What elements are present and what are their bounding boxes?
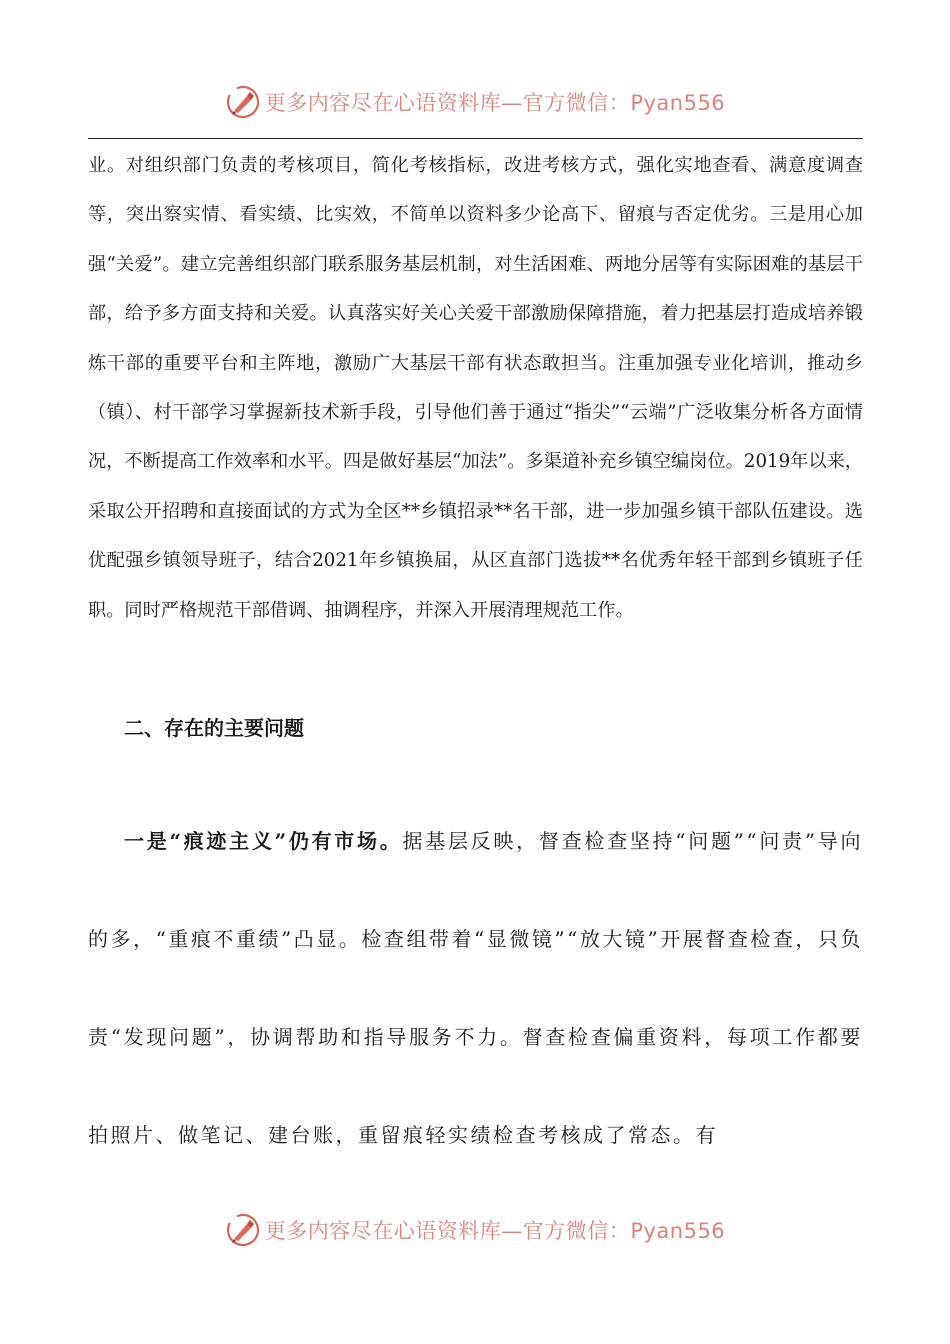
header-brand-text: 更多内容尽在心语资料库—官方微信：Pyan556 xyxy=(264,91,726,115)
paragraph-2-lead: 一是“痕迹主义”仍有市场。 xyxy=(124,829,403,853)
pen-logo-icon xyxy=(225,84,261,120)
header-wechat-id: Pyan556 xyxy=(630,91,726,115)
page-footer xyxy=(0,1210,950,1250)
body-paragraph-1: 业。对组织部门负责的考核项目，简化考核指标，改进考核方式，强化实地查看、满意度调查等，突出察实情、看实绩、比实效，不简单以资料多少论高下、留痕与否定优劣。三是用心加强“关爱”。建立完善组织部门联系服务基层机制，对生活困难、两地分居等有实际困难的基层干部，给予多方面支持和关爱。认真落实好关心关爱干部激励保障措施，着力把基层打造成培养锻炼干部的重要平台和主阵地，激励广大基层干部有状态敢担当。注重加强专业化培训，推动乡（镇）、村干部学习掌握新技术新手段，引导他们善于通过“指尖”“云端”广泛收集分析各方面情况，不断提高工作效率和水平。四是做好基层“加法”。多渠道补充乡镇空编岗位。2019年以来，采取公开招聘和直接面试的方式为全区**乡镇招录**名干部，进一步加强乡镇干部队伍建设。选优配强乡镇领导班子，结合2021年乡镇换届，从区直部门选拔**名优秀年轻干部到乡镇班子任职。同时严格规范干部借调、抽调程序，并深入开展清理规范工作。 xyxy=(88,155,863,621)
body-paragraph-2 xyxy=(88,792,863,1184)
section-heading: 二、存在的主要问题 xyxy=(124,716,304,740)
paragraph-2-body: 据基层反映，督查检查坚持“问题”“问责”导向的多，“重痕不重绩”凸显。检查组带着“显微镜”“放大镜”开展督查检查，只负责“发现问题”，协调帮助和指导服务不力。督查检查偏重资料，每项工作都要拍照片、做笔记、建台账，重留痕轻实绩检查考核成了常态。有 xyxy=(88,829,863,1147)
footer-brand-text: 更多内容尽在心语资料库—官方微信：Pyan556 xyxy=(264,1219,726,1243)
pen-logo-icon xyxy=(225,1212,261,1248)
page-header xyxy=(0,82,950,122)
header-divider xyxy=(88,138,863,139)
footer-wechat-id: Pyan556 xyxy=(630,1219,726,1243)
